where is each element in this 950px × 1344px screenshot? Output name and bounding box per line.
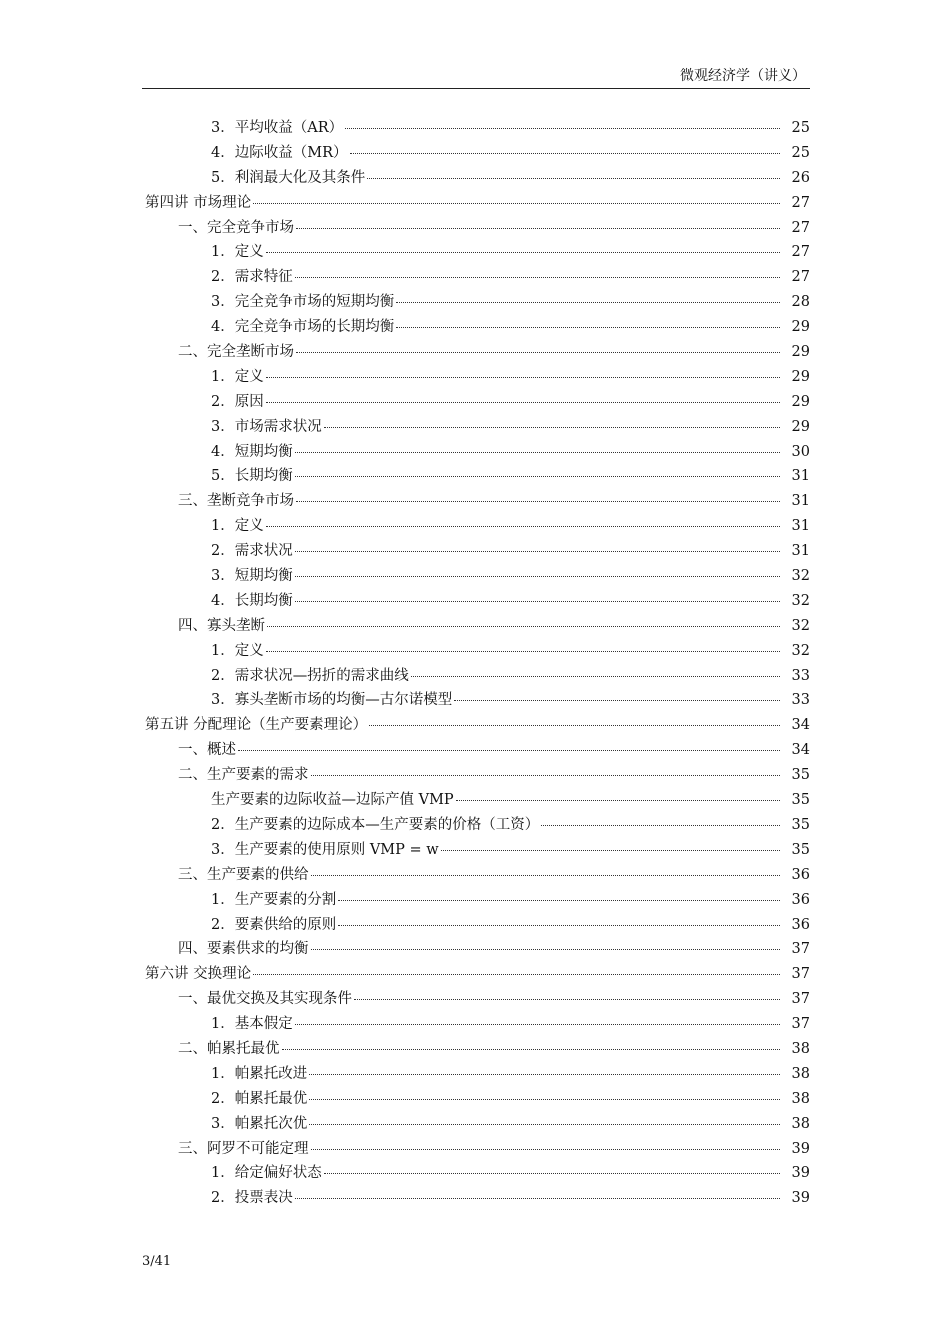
toc-entry-label: 一、最优交换及其实现条件 xyxy=(178,991,352,1008)
toc-entry-label: 3．帕累托次优 xyxy=(211,1115,308,1132)
toc-entry-label: 3．市场需求状况 xyxy=(211,418,322,435)
toc-entry-label: 4．长期均衡 xyxy=(211,592,293,609)
toc-entry[interactable] xyxy=(145,564,810,589)
toc-entry-label: 1．定义 xyxy=(211,642,264,659)
toc-entry-page: 36 xyxy=(791,866,810,883)
toc-entry-label: 3．寡头垄断市场的均衡—古尔诺模型 xyxy=(211,692,453,709)
toc-entry[interactable] xyxy=(145,539,810,564)
toc-entry-label: 1．定义 xyxy=(211,518,264,535)
toc-dot-leader xyxy=(311,874,781,876)
toc-dot-leader xyxy=(253,973,780,975)
toc-entry-page: 35 xyxy=(791,841,810,858)
toc-entry-label: 1．基本假定 xyxy=(211,1016,293,1033)
toc-entry-page: 37 xyxy=(791,1016,810,1033)
toc-entry-label: 三、生产要素的供给 xyxy=(178,866,309,883)
toc-entry-page: 25 xyxy=(791,120,810,136)
toc-entry-label: 生产要素的边际收益—边际产值 VMP xyxy=(211,792,454,809)
toc-entry-page: 35 xyxy=(791,816,810,833)
toc-entry[interactable] xyxy=(145,265,810,290)
toc-entry-page: 28 xyxy=(791,294,810,311)
toc-entry-label: 2．原因 xyxy=(211,393,264,410)
toc-dot-leader xyxy=(367,177,780,179)
toc-entry[interactable] xyxy=(145,1037,810,1062)
toc-entry[interactable] xyxy=(145,788,810,813)
toc-entry[interactable] xyxy=(145,464,810,489)
toc-entry-page: 37 xyxy=(791,941,810,958)
toc-entry-label: 一、概述 xyxy=(178,742,236,759)
toc-entry[interactable] xyxy=(145,390,810,415)
toc-dot-leader xyxy=(295,276,780,278)
toc-dot-leader xyxy=(309,1098,780,1100)
toc-dot-leader xyxy=(311,774,781,776)
toc-entry-page: 27 xyxy=(791,219,810,236)
toc-entry-label: 3．生产要素的使用原则 VMP = w xyxy=(211,841,439,858)
toc-entry-page: 29 xyxy=(791,319,810,336)
toc-dot-leader xyxy=(266,376,780,378)
toc-entry-label: 3．完全竞争市场的短期均衡 xyxy=(211,294,395,311)
toc-dot-leader xyxy=(396,326,780,328)
toc-entry-page: 32 xyxy=(791,592,810,609)
toc-entry-page: 36 xyxy=(791,891,810,908)
toc-dot-leader xyxy=(266,650,780,652)
toc-entry[interactable] xyxy=(145,838,810,863)
toc-entry[interactable] xyxy=(145,639,810,664)
toc-entry-page: 27 xyxy=(791,244,810,261)
toc-dot-leader xyxy=(396,301,780,303)
toc-entry-page: 39 xyxy=(791,1165,810,1182)
toc-dot-leader xyxy=(324,1172,780,1174)
toc-entry-page: 29 xyxy=(791,418,810,435)
toc-entry-label: 第五讲 分配理论（生产要素理论） xyxy=(145,717,368,734)
header-title: 微观经济学（讲义） xyxy=(680,68,806,84)
toc-entry-page: 33 xyxy=(791,692,810,709)
toc-entry-label: 5．利润最大化及其条件 xyxy=(211,169,366,186)
toc-entry-label: 3．短期均衡 xyxy=(211,568,293,585)
toc-entry-page: 39 xyxy=(791,1140,810,1157)
toc-dot-leader xyxy=(309,1123,780,1125)
toc-entry[interactable] xyxy=(145,888,810,913)
toc-dot-leader xyxy=(296,500,780,502)
toc-dot-leader xyxy=(266,251,780,253)
toc-dot-leader xyxy=(295,1197,780,1199)
toc-entry-page: 35 xyxy=(791,767,810,784)
toc-entry-page: 33 xyxy=(791,667,810,684)
toc-entry-label: 第六讲 交换理论 xyxy=(145,966,252,983)
toc-dot-leader xyxy=(338,899,780,901)
toc-entry[interactable] xyxy=(145,141,810,166)
toc-entry-page: 38 xyxy=(791,1040,810,1057)
toc-entry-label: 1．帕累托改进 xyxy=(211,1065,308,1082)
toc-entry[interactable] xyxy=(145,116,810,141)
toc-entry-label: 1．定义 xyxy=(211,244,264,261)
toc-entry-page: 31 xyxy=(791,468,810,485)
toc-entry[interactable] xyxy=(145,937,810,962)
table-of-contents xyxy=(145,116,810,1211)
toc-dot-leader xyxy=(411,675,780,677)
toc-dot-leader xyxy=(324,426,780,428)
toc-entry-page: 29 xyxy=(791,344,810,361)
toc-entry[interactable] xyxy=(145,863,810,888)
toc-dot-leader xyxy=(296,351,780,353)
toc-entry-page: 36 xyxy=(791,916,810,933)
toc-entry-label: 1．定义 xyxy=(211,368,264,385)
toc-entry[interactable] xyxy=(145,1112,810,1137)
toc-dot-leader xyxy=(295,600,780,602)
toc-entry-page: 29 xyxy=(791,393,810,410)
toc-dot-leader xyxy=(266,401,780,403)
toc-entry[interactable] xyxy=(145,738,810,763)
toc-entry[interactable] xyxy=(145,614,810,639)
toc-dot-leader xyxy=(295,451,780,453)
toc-entry-page: 39 xyxy=(791,1190,810,1207)
toc-entry-label: 三、垄断竞争市场 xyxy=(178,493,294,510)
toc-dot-leader xyxy=(266,525,780,527)
toc-entry-label: 四、寡头垄断 xyxy=(178,617,265,634)
toc-entry-label: 2．需求状况 xyxy=(211,543,293,560)
toc-entry[interactable] xyxy=(145,191,810,216)
toc-entry[interactable] xyxy=(145,489,810,514)
toc-entry-page: 34 xyxy=(791,717,810,734)
toc-dot-leader xyxy=(267,625,780,627)
toc-entry-label: 2．要素供给的原则 xyxy=(211,916,337,933)
toc-entry-label: 3．平均收益（AR） xyxy=(211,120,344,136)
toc-entry[interactable] xyxy=(145,514,810,539)
toc-entry[interactable] xyxy=(145,216,810,241)
toc-entry-label: 二、完全垄断市场 xyxy=(178,344,294,361)
toc-entry[interactable] xyxy=(145,813,810,838)
toc-dot-leader xyxy=(295,550,780,552)
toc-entry-page: 25 xyxy=(791,144,810,161)
toc-dot-leader xyxy=(345,127,780,129)
toc-entry[interactable] xyxy=(145,1137,810,1162)
toc-entry[interactable] xyxy=(145,987,810,1012)
toc-entry-label: 2．生产要素的边际成本—生产要素的价格（工资） xyxy=(211,816,540,833)
toc-entry[interactable] xyxy=(145,240,810,265)
toc-entry[interactable] xyxy=(145,1186,810,1211)
toc-entry[interactable] xyxy=(145,589,810,614)
toc-entry-page: 27 xyxy=(791,269,810,286)
toc-entry-page: 32 xyxy=(791,617,810,634)
toc-entry-label: 2．帕累托最优 xyxy=(211,1090,308,1107)
toc-dot-leader xyxy=(350,152,781,154)
toc-entry[interactable] xyxy=(145,1161,810,1186)
toc-entry-label: 2．需求特征 xyxy=(211,269,293,286)
toc-dot-leader xyxy=(296,227,780,229)
toc-entry-page: 38 xyxy=(791,1090,810,1107)
toc-entry-label: 2．需求状况—拐折的需求曲线 xyxy=(211,667,409,684)
toc-entry-label: 二、帕累托最优 xyxy=(178,1040,280,1057)
toc-entry-label: 5．长期均衡 xyxy=(211,468,293,485)
toc-entry[interactable] xyxy=(145,713,810,738)
toc-dot-leader xyxy=(541,824,780,826)
toc-dot-leader xyxy=(295,575,780,577)
page-number: 3/41 xyxy=(142,1254,172,1269)
toc-entry[interactable] xyxy=(145,1012,810,1037)
toc-entry[interactable] xyxy=(145,763,810,788)
toc-entry-page: 34 xyxy=(791,742,810,759)
toc-dot-leader xyxy=(311,1148,781,1150)
toc-entry[interactable] xyxy=(145,315,810,340)
toc-dot-leader xyxy=(354,998,780,1000)
toc-entry-label: 一、完全竞争市场 xyxy=(178,219,294,236)
toc-entry-label: 第四讲 市场理论 xyxy=(145,194,252,211)
toc-entry-label: 1．给定偏好状态 xyxy=(211,1165,322,1182)
toc-entry-page: 38 xyxy=(791,1115,810,1132)
toc-dot-leader xyxy=(309,1073,780,1075)
toc-entry[interactable] xyxy=(145,365,810,390)
toc-dot-leader xyxy=(238,749,780,751)
toc-entry-page: 27 xyxy=(791,194,810,211)
toc-entry[interactable] xyxy=(145,913,810,938)
toc-dot-leader xyxy=(253,202,780,204)
toc-dot-leader xyxy=(369,724,780,726)
toc-entry-page: 29 xyxy=(791,368,810,385)
toc-entry-page: 38 xyxy=(791,1065,810,1082)
toc-entry[interactable] xyxy=(145,688,810,713)
toc-entry[interactable] xyxy=(145,440,810,465)
toc-entry-label: 4．短期均衡 xyxy=(211,443,293,460)
toc-entry[interactable] xyxy=(145,664,810,689)
toc-entry[interactable] xyxy=(145,415,810,440)
toc-dot-leader xyxy=(295,1023,780,1025)
toc-entry-page: 37 xyxy=(791,991,810,1008)
toc-entry-page: 26 xyxy=(791,169,810,186)
page-header xyxy=(142,66,810,89)
toc-dot-leader xyxy=(441,849,780,851)
toc-entry[interactable] xyxy=(145,1062,810,1087)
toc-dot-leader xyxy=(311,948,781,950)
toc-entry-label: 2．投票表决 xyxy=(211,1190,293,1207)
toc-entry-label: 4．完全竞争市场的长期均衡 xyxy=(211,319,395,336)
toc-entry[interactable] xyxy=(145,290,810,315)
toc-entry[interactable] xyxy=(145,962,810,987)
toc-entry-page: 37 xyxy=(791,966,810,983)
toc-dot-leader xyxy=(295,475,780,477)
toc-entry-page: 32 xyxy=(791,642,810,659)
toc-entry[interactable] xyxy=(145,166,810,191)
toc-entry-label: 三、阿罗不可能定理 xyxy=(178,1140,309,1157)
toc-entry-label: 4．边际收益（MR） xyxy=(211,144,348,161)
toc-entry-label: 四、要素供求的均衡 xyxy=(178,941,309,958)
toc-entry-label: 1．生产要素的分割 xyxy=(211,891,337,908)
toc-dot-leader xyxy=(338,924,780,926)
toc-entry-label: 二、生产要素的需求 xyxy=(178,767,309,784)
toc-dot-leader xyxy=(454,699,780,701)
toc-dot-leader xyxy=(456,799,780,801)
toc-entry[interactable] xyxy=(145,1087,810,1112)
toc-entry-page: 31 xyxy=(791,493,810,510)
toc-entry-page: 32 xyxy=(791,568,810,585)
toc-dot-leader xyxy=(282,1048,781,1050)
toc-entry[interactable] xyxy=(145,340,810,365)
toc-entry-page: 35 xyxy=(791,792,810,809)
toc-entry-page: 31 xyxy=(791,543,810,560)
toc-entry-page: 31 xyxy=(791,518,810,535)
toc-entry-page: 30 xyxy=(791,443,810,460)
